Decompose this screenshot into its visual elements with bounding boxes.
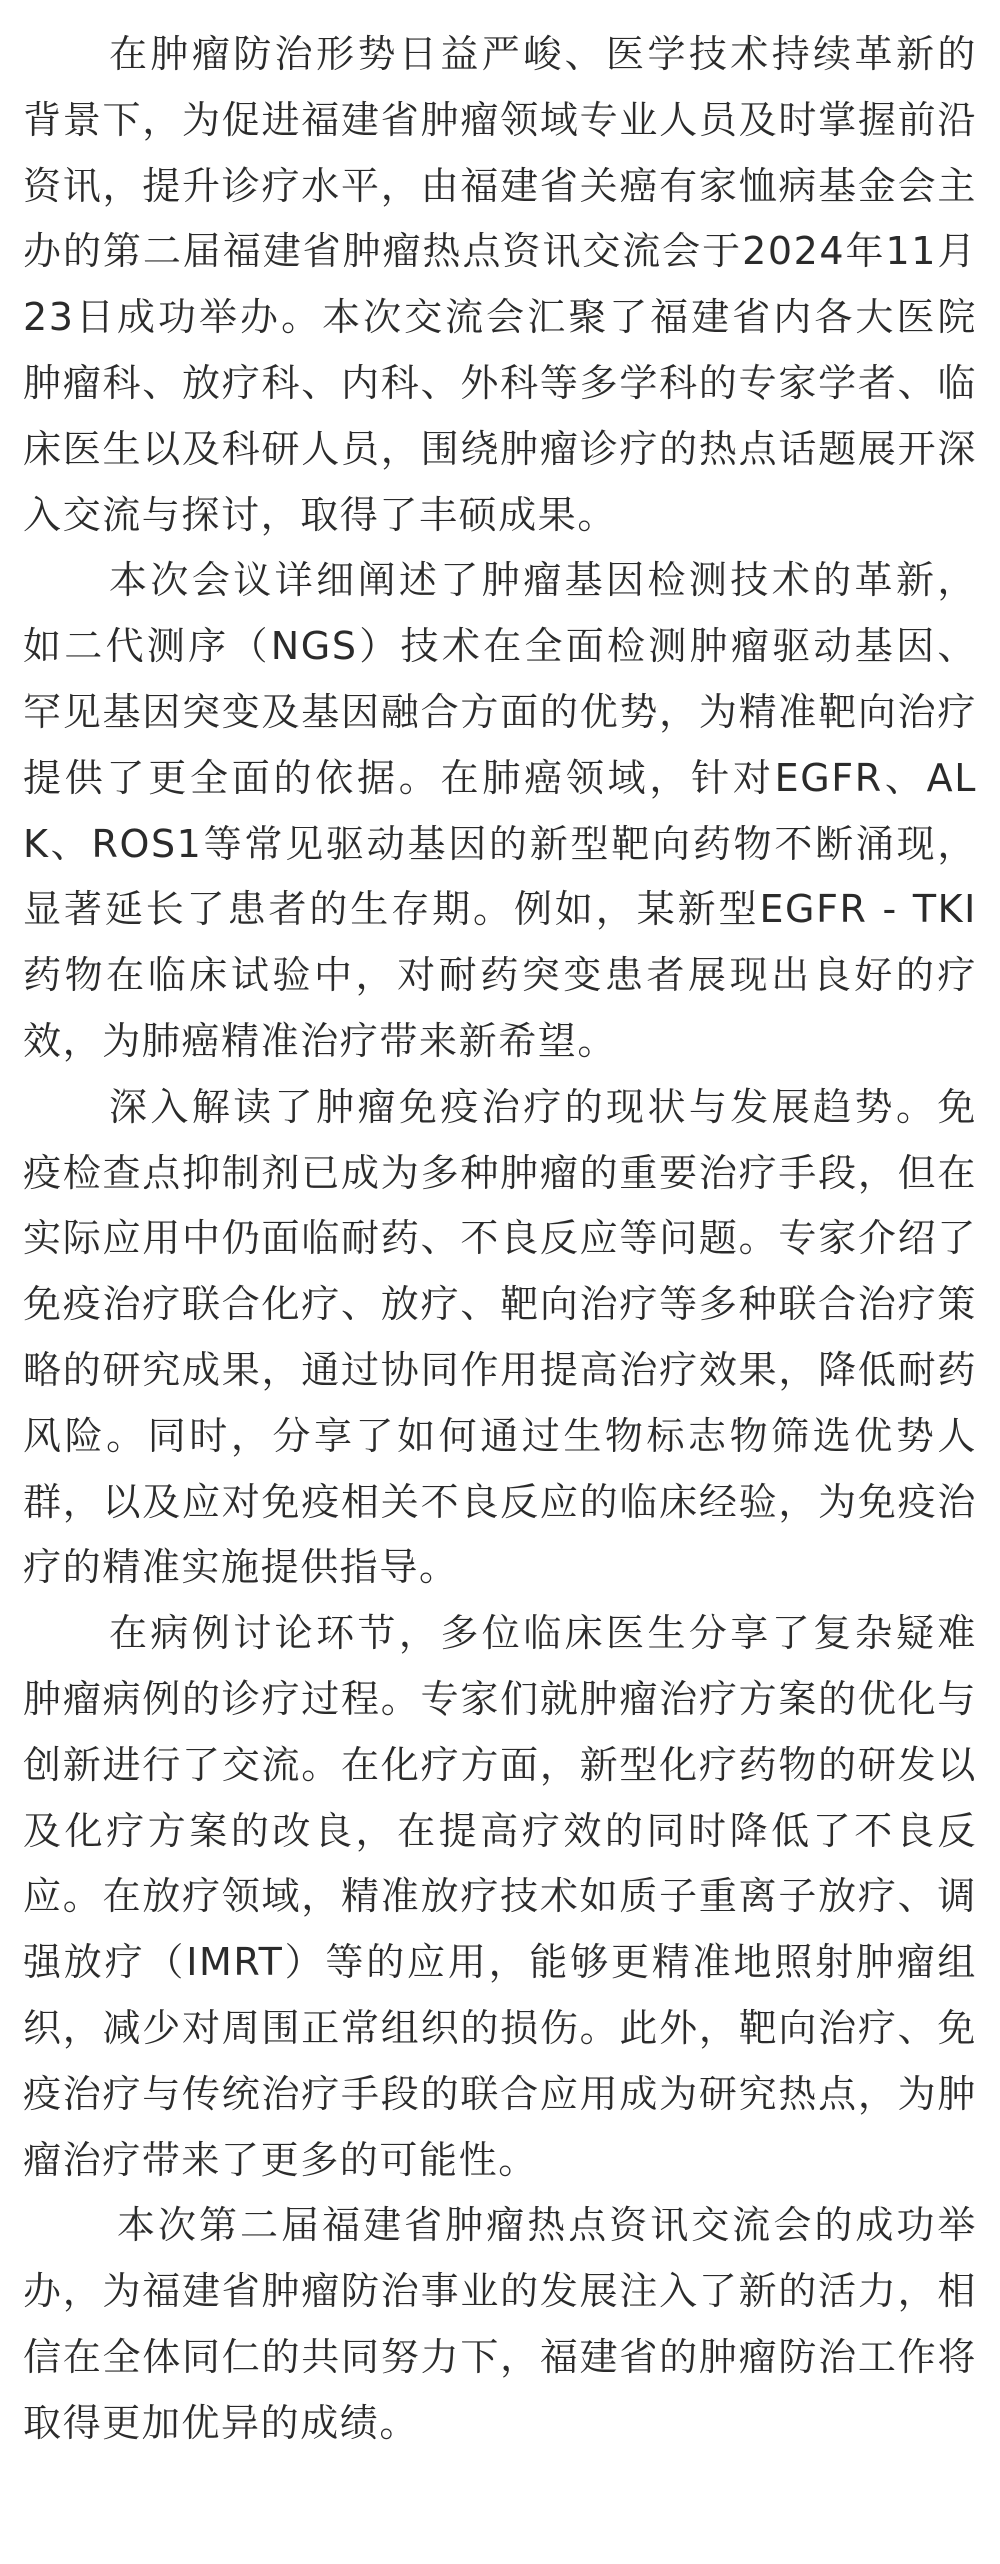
paragraph-conclusion: 本次第二届福建省肿瘤热点资讯交流会的成功举办，为福建省肿瘤防治事业的发展注入了新的活力，相信在全体同仁的共同努力下，福建省的肿瘤防治工作将取得更加优异的成绩。 bbox=[23, 2203, 977, 2445]
paragraph-immunotherapy: 深入解读了肿瘤免疫治疗的现状与发展趋势。免疫检查点抑制剂已成为多种肿瘤的重要治疗手段，但在实际应用中仍面临耐药、不良反应等问题。专家介绍了免疫治疗联合化疗、放疗、靶向治疗等多种联合治疗策略的研究成果，通过协同作用提高治疗效果，降低耐药风险。同时，分享了如何通过生物标志物筛选优势人群，以及应对免疫相关不良反应的临床经验，为免疫治疗的精准实施提供指导。 bbox=[23, 1084, 977, 1590]
paragraph-case-discussion: 在病例讨论环节，多位临床医生分享了复杂疑难肿瘤病例的诊疗过程。专家们就肿瘤治疗方案的优化与创新进行了交流。在化疗方面，新型化疗药物的研发以及化疗方案的改良，在提高疗效的同时降低了不良反应。在放疗领域，精准放疗技术如质子重离子放疗、调强放疗（IMRT）等的应用，能够更精准地照射肿瘤组织，减少对周围正常组织的损伤。此外，靶向治疗、免疫治疗与传统治疗手段的联合应用成为研究热点，为肿瘤治疗带来了更多的可能性。 bbox=[23, 1611, 977, 2182]
paragraph-intro: 在肿瘤防治形势日益严峻、医学技术持续革新的背景下，为促进福建省肿瘤领域专业人员及时掌握前沿资讯，提升诊疗水平，由福建省关癌有家恤病基金会主办的第二届福建省肿瘤热点资讯交流会于2024年11月23日成功举办。本次交流会汇聚了福建省内各大医院肿瘤科、放疗科、内科、外科等多学科的专家学者、临床医生以及科研人员，围绕肿瘤诊疗的热点话题展开深入交流与探讨，取得了丰硕成果。 bbox=[23, 32, 977, 537]
paragraph-gene-testing: 本次会议详细阐述了肿瘤基因检测技术的革新，如二代测序（NGS）技术在全面检测肿瘤驱动基因、罕见基因突变及基因融合方面的优势，为精准靶向治疗提供了更全面的依据。在肺癌领域，针对EGFR、ALK、ROS1等常见驱动基因的新型靶向药物不断涌现，显著延长了患者的生存期。例如，某新型EGFR - TKI药物在临床试验中，对耐药突变患者展现出良好的疗效，为肺癌精准治疗带来新希望。 bbox=[23, 558, 977, 1063]
